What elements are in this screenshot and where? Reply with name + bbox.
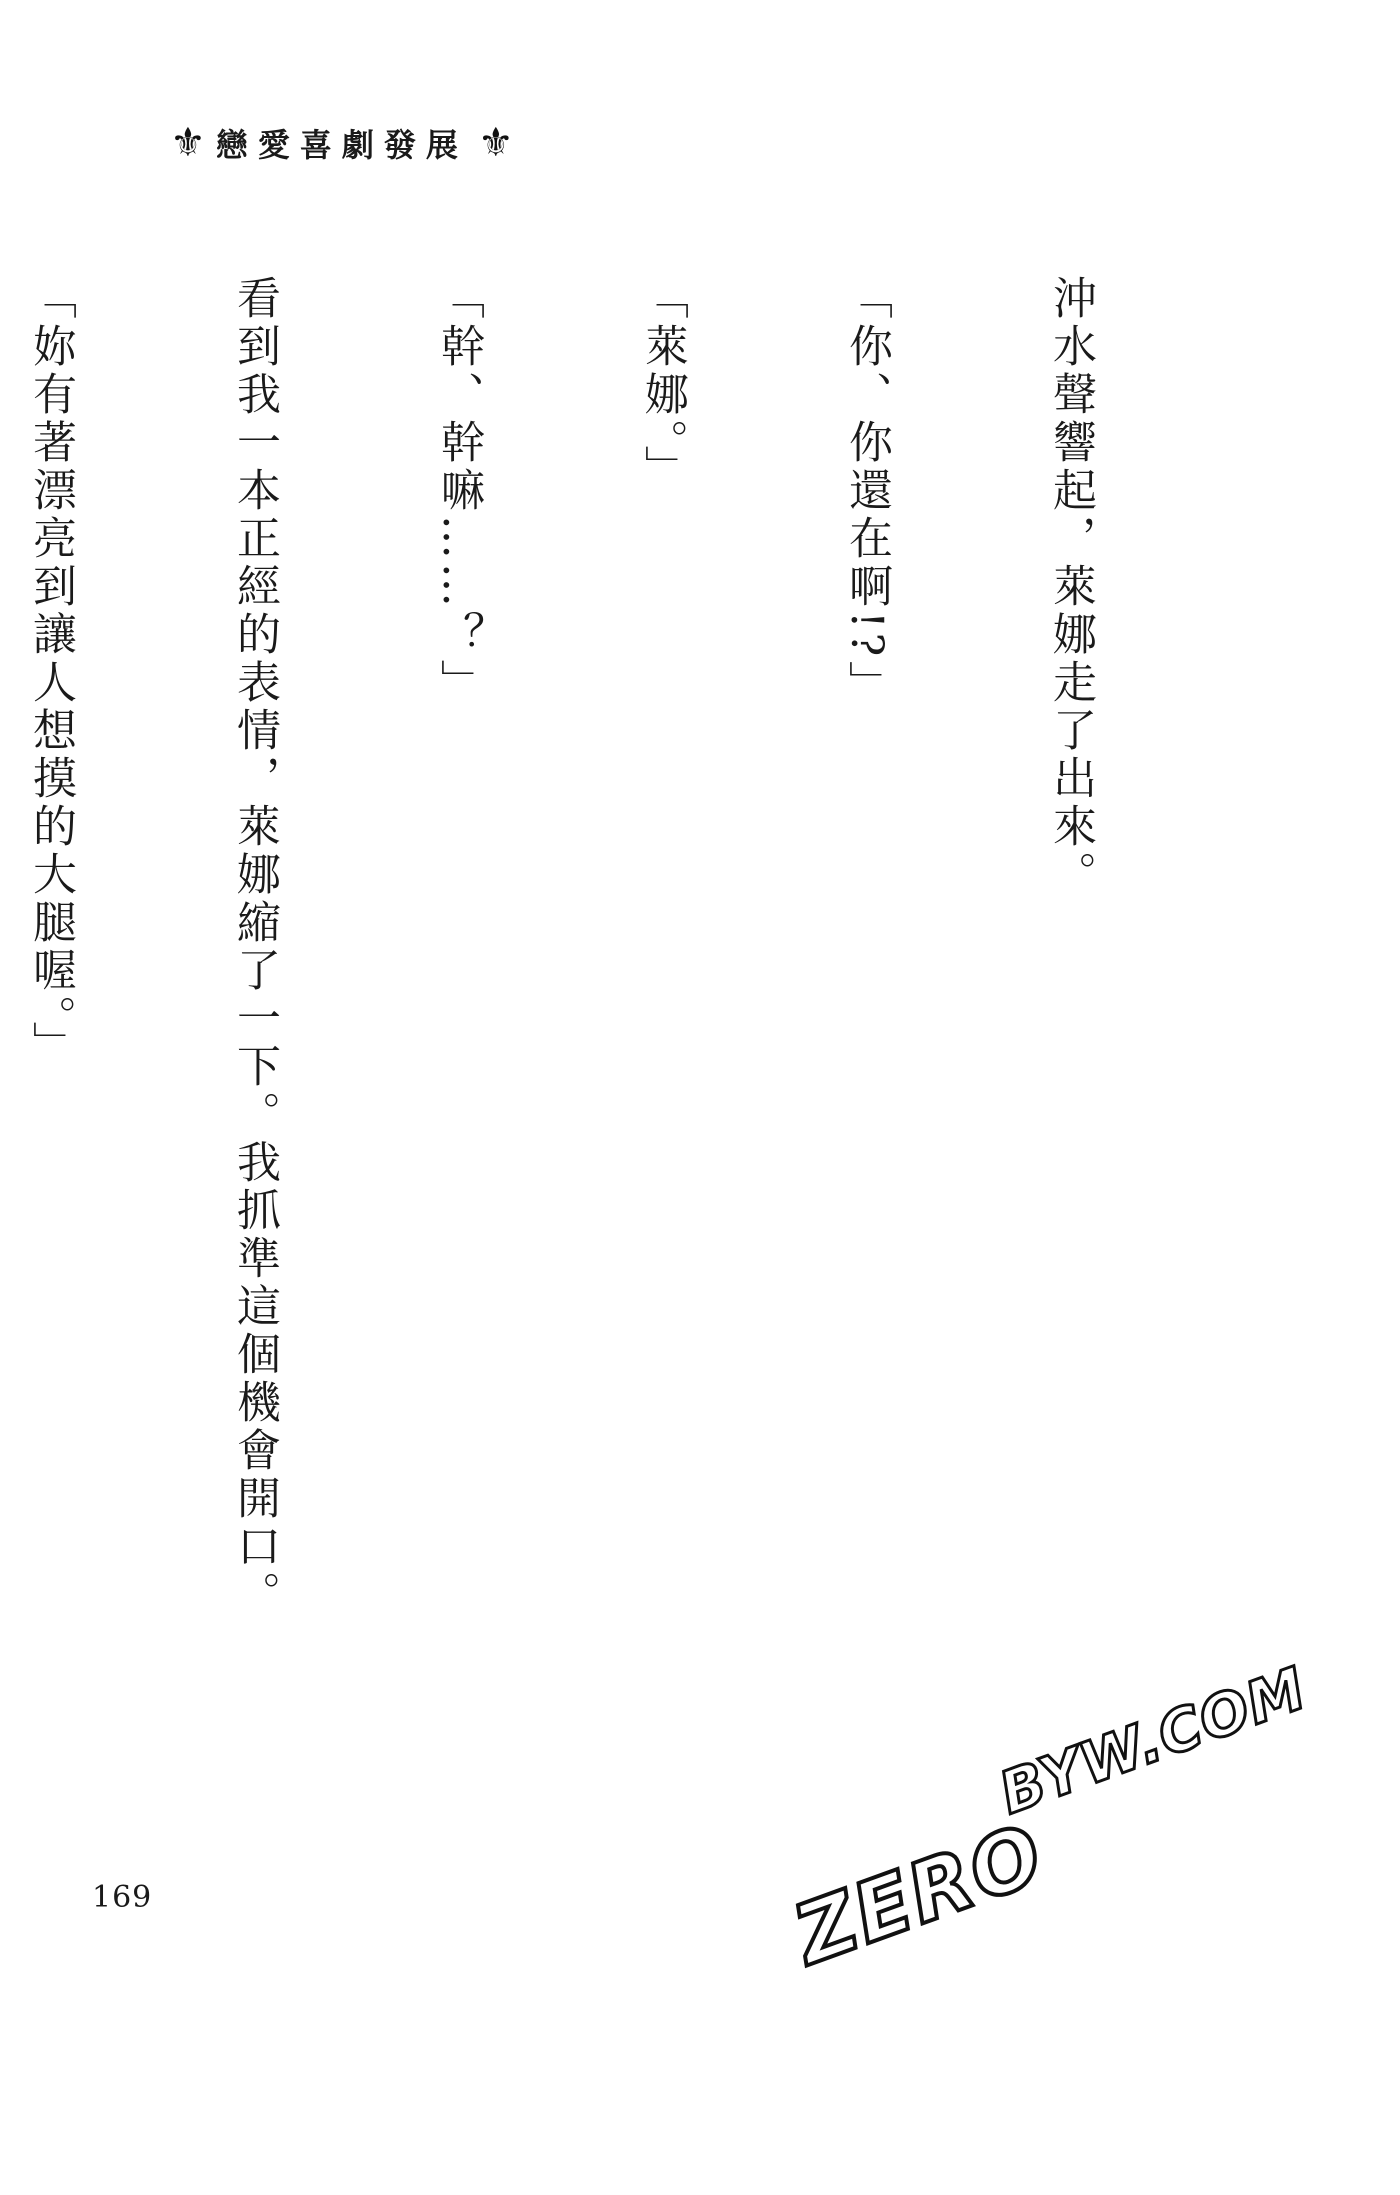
vertical-text-block xyxy=(0,275,1240,1845)
text-line: 看到我一本正經的表情，萊娜縮了一下。我抓準這個機會開口。 xyxy=(229,275,280,1619)
watermark-domain: BYW.COM xyxy=(990,1653,1316,1828)
text-line: 「你、你還在啊!?」 xyxy=(841,275,892,709)
text-line: 「妳有著漂亮到讓人想摸的大腿喔。」 xyxy=(25,275,76,1069)
text-line: 「幹、幹嘛……？」 xyxy=(433,275,484,707)
watermark-brand: ZERO xyxy=(782,1806,1057,1984)
chapter-title: 戀愛喜劇發展 xyxy=(215,126,468,164)
page-number: 169 xyxy=(92,1880,153,1915)
running-header xyxy=(170,120,514,166)
text-line: 沖水聲響起，萊娜走了出來。 xyxy=(1045,275,1096,899)
text-line: 「萊娜。」 xyxy=(637,275,688,493)
fleur-de-lis-icon: ⚜ xyxy=(170,120,206,166)
fleur-de-lis-icon: ⚜ xyxy=(477,120,514,166)
